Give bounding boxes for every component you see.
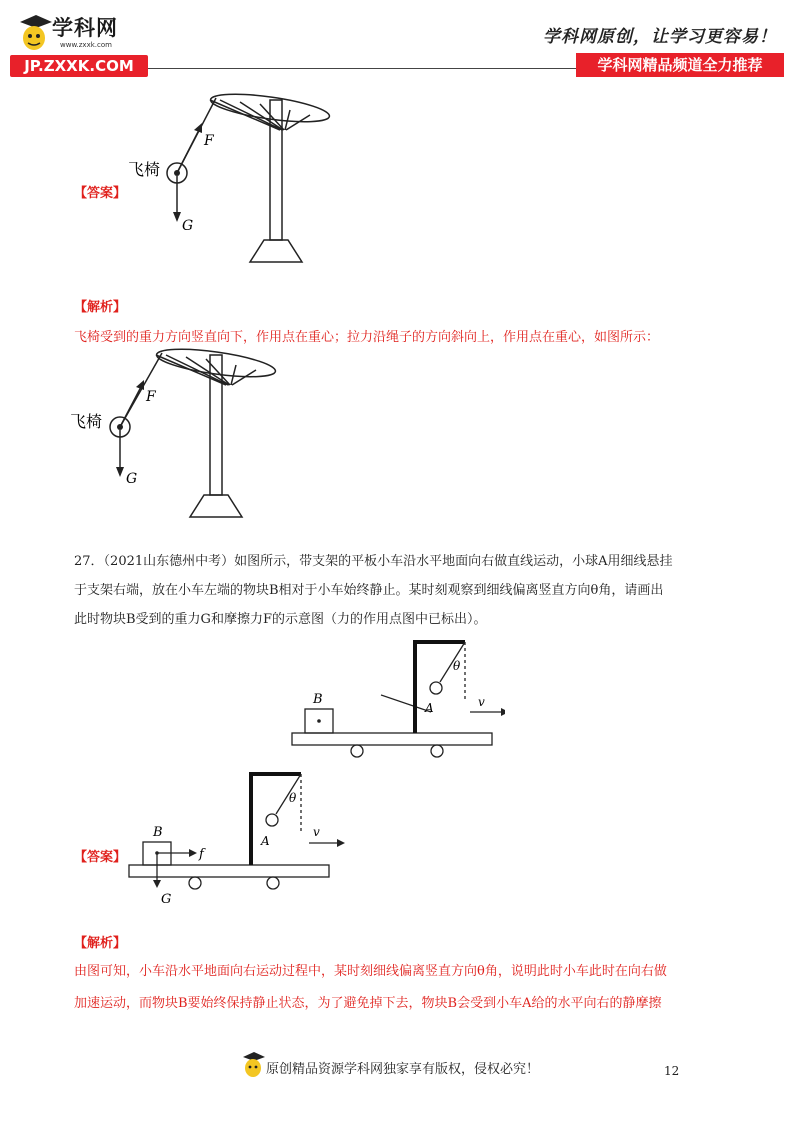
q27-analysis-line-2: 加速运动，而物块B要始终保持静止状态，为了避免掉下去，物块B会受到小车A给的水平向右的静摩擦 [74,996,662,1011]
q26-answer-figure [120,90,340,270]
q27-stem [74,550,734,631]
q27-analysis [74,956,734,1020]
slogan: 学科网原创，让学习更容易！ [543,27,777,47]
q27-line-2: 于支架右端，放在小车左端的物块B相对于小车始终静止。某时刻观察到细线偏离竖直方向θ角，请画出 [74,583,664,598]
svg-text:A: A [425,701,434,715]
svg-text:F: F [146,389,156,405]
q27-answer-tag: 【答案】 [74,850,127,865]
svg-text:G: G [161,892,172,907]
force-f-label: F [204,133,214,149]
svg-text:A: A [261,834,270,848]
mascot-logo-icon [14,12,54,52]
site-badge[interactable]: JP.ZXXK.COM [10,55,148,77]
q27-question-figure [285,630,505,760]
q27-analysis-line-1: 由图可知，小车沿水平地面向右运动过程中，某时刻细线偏离竖直方向θ角，说明此时小车此时在向右做 [74,964,667,979]
q26-answer-tag: 【答案】 [74,186,127,201]
q27-answer-figure [125,770,345,910]
svg-text:v: v [313,825,320,839]
svg-text:θ: θ [289,791,297,805]
q26-analysis-tag: 【解析】 [74,300,127,315]
seat-label: 飞椅 [128,160,161,179]
page-number: 12 [664,1064,680,1078]
channel-badge[interactable]: 学科网精品频道全力推荐 [576,53,784,77]
q27-line-3: 此时物块B受到的重力G和摩擦力F的示意图（力的作用点图中已标出）。 [74,612,487,627]
svg-text:G: G [126,471,138,487]
footer-mascot-icon [240,1050,266,1078]
base [250,240,302,262]
svg-text:θ: θ [453,659,461,673]
logo-url: www.zxxk.com [60,41,112,49]
header-rule [148,68,578,69]
logo-text: 学科网 [52,16,118,40]
footer-copyright: 原创精品资源学科网独家享有版权，侵权必究！ [266,1062,540,1077]
header [0,0,800,80]
q27-line-1: 27．（2021山东德州中考）如图所示，带支架的平板小车沿水平地面向右做直线运动，小球A用细线悬挂 [74,554,673,569]
q26-analysis-text: 飞椅受到的重力方向竖直向下，作用点在重心；拉力沿绳子的方向斜向上，作用点在重心，如图所示： [74,330,660,345]
svg-text:v: v [478,695,485,709]
q27-analysis-tag: 【解析】 [74,936,127,951]
force-g-label: G [182,218,194,234]
cart-plate [292,733,492,745]
svg-text:f: f [199,847,204,862]
svg-text:飞椅: 飞椅 [70,412,103,431]
q26-analysis-figure [66,345,286,525]
svg-text:B: B [313,692,323,707]
svg-text:B: B [153,825,163,840]
